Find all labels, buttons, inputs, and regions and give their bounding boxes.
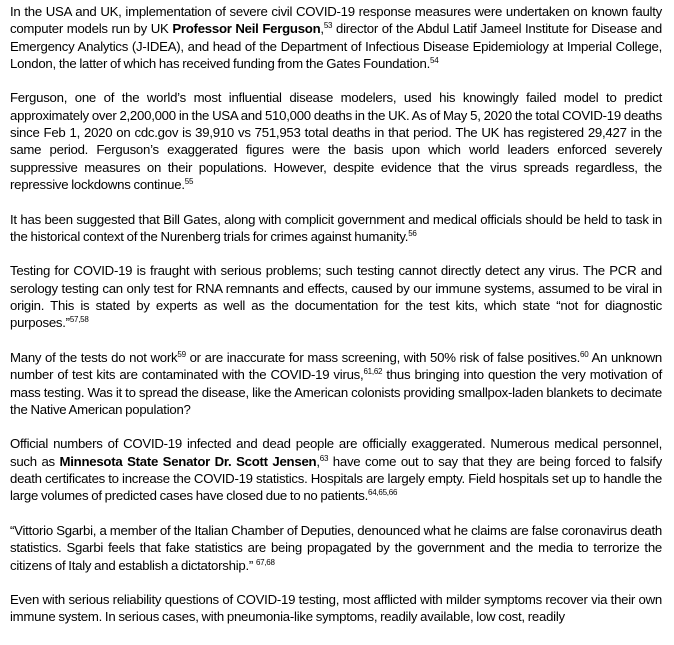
document-body xyxy=(10,3,662,643)
paragraph-ferguson-models xyxy=(10,3,662,72)
paragraph-tests-inaccurate xyxy=(10,349,662,418)
text: An unknown number of test kits are contaminated with the COVID-19 virus, xyxy=(10,349,662,383)
text: , xyxy=(320,21,324,37)
footnote-ref: 56 xyxy=(408,228,417,238)
text: Testing for COVID-19 is fraught with serious problems; such testing cannot directly detect any virus. The PCR and serology testing can only test for RNA remnants and effects, caused by our immune systems, assumed to be viral in origin. This is stated by experts as well as the documentation for the test kits, which state “not for diagnostic purposes.” xyxy=(10,263,662,331)
paragraph-bill-gates xyxy=(10,211,662,246)
text: or are inaccurate for mass screening, with 50% risk of false positives. xyxy=(185,349,581,365)
paragraph-ferguson-predictions xyxy=(10,89,662,193)
text: It has been suggested that Bill Gates, along with complicit government and medical officials should be held to task in the historical context of the Nurenberg trials for crimes against humanity. xyxy=(10,211,662,244)
text: Even with serious reliability questions of COVID-19 testing, most afflicted with milder symptoms recover via their own immune system. In serious cases, with pneumonia-like symptoms, readily available, low cost, readily xyxy=(10,592,662,625)
text: In the USA and UK, implementation of severe civil COVID-19 response measures were undertaken on known faulty computer models run by UK xyxy=(10,4,662,37)
footnote-ref: 55 xyxy=(184,176,194,186)
footnote-ref: 54 xyxy=(430,55,439,65)
footnote-ref: 64,65,66 xyxy=(368,488,398,498)
footnote-ref: 60 xyxy=(580,349,589,359)
text: thus bringing into question the very motivation of mass testing. Was it to spread the disease, like the American colonists providing smallpox-laden blankets to decimate the Native American population? xyxy=(10,367,662,417)
text: , xyxy=(316,453,320,469)
text: “Vittorio Sgarbi, a member of the Italian Chamber of Deputies, denounced what he claims are false coronavirus death statistics. Sgarbi feels that fake statistics are being propagated by the government and the media to terrorize the citizens of Italy and establish a dictatorship.” xyxy=(10,522,662,573)
footnote-ref: 59 xyxy=(177,349,186,359)
text: Official numbers of COVID-19 infected and dead people are officially exaggerated. Numerous medical personnel, such as xyxy=(10,436,662,469)
text: director of the Abdul Latif Jameel Institute for Disease and Emergency Analytics (J-IDEA), and head of the Department of Infectious Disease Epidemiology at Imperial College, London, the latter of which has received funding from the Gates Foundation. xyxy=(10,21,662,71)
text: Many of the tests do not work xyxy=(10,349,178,365)
paragraph-testing xyxy=(10,262,662,331)
paragraph-official-numbers xyxy=(10,435,662,504)
paragraph-sgarbi-quote xyxy=(10,522,662,574)
footnote-ref: 57,58 xyxy=(69,315,89,325)
text: have come out to say that they are being forced to falsify death certificates to increase the COVID-19 statistics. Hospitals are largely empty. Field hospitals set up to handle the large volumes of predicted cases have closed due to no patients. xyxy=(10,453,662,504)
paragraph-reliability xyxy=(10,591,662,626)
bold-name: Professor Neil Ferguson xyxy=(172,21,321,37)
text: Ferguson, one of the world’s most influential disease modelers, used his knowingly failed model to predict approximately over 2,200,000 in the USA and 510,000 deaths in the UK. As of May 5, 2020 the total COVID-19 deaths since Feb 1, 2020 on cdc.gov is 39,910 vs 751,953 total deaths in that period. The UK has registered 29,427 in the same period. Ferguson’s exaggerated figures were the basis upon which world leaders enforced severely suppressive measures on their populations. However, despite evidence that the virus spreads regardless, the repressive lockdowns continue. xyxy=(10,90,662,192)
footnote-ref: 63 xyxy=(319,453,329,463)
footnote-ref: 67,68 xyxy=(255,557,275,567)
footnote-ref: 53 xyxy=(323,21,333,31)
footnote-ref: 61,62 xyxy=(363,367,383,377)
bold-name: Minnesota State Senator Dr. Scott Jensen xyxy=(59,453,317,469)
